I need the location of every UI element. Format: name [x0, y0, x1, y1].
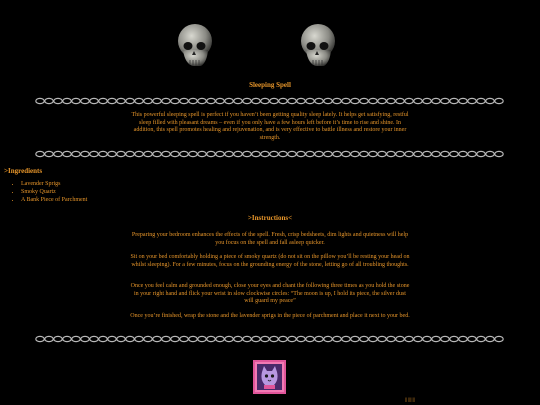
chain-divider [35, 150, 505, 158]
list-item: • A Bank Piece of Parchment [21, 196, 87, 204]
instruction-step: Once you feel calm and grounded enough, close your eyes and chant the following three times as you hold the stone in your right hand and flick your wrist in slow clockwise circles: “The moon is up, I hold its piece, the silver dust will guard my peace” [130, 283, 410, 304]
ingredients-heading: >Ingredients [4, 167, 43, 175]
cat-badge[interactable] [253, 360, 286, 394]
instruction-step: Once you’re finished, wrap the stone and the lavender sprigs in the piece of parchment and place it next to your bed. [130, 313, 410, 319]
intro-text: This powerful sleeping spell is perfect if you haven’t been getting quality sleep lately. It helps get satisfying, restful sleep filled with pleasant dreams – even if you only have a few hours left before it’s time to rise and shine. In addition, this spell promotes healing and rejuvenation, and is very effective to battle illness and restore your inner strength. [131, 112, 409, 141]
chain-divider [35, 335, 505, 343]
instruction-step: Sit on your bed comfortably holding a piece of smoky quartz (do not sit on the pillow you’ll be resting your head on whilst sleeping). For a few minutes, focus on the grounding energy of the stone, letting go of all troubling thoughts. [130, 254, 410, 268]
page-title: Sleeping Spell [249, 81, 291, 89]
ingredients-list [11, 180, 87, 204]
list-item: • Lavender Sprigs [21, 180, 87, 188]
skull-icon [173, 22, 217, 70]
skull-icon [296, 22, 340, 70]
chain-divider [35, 97, 505, 105]
list-item: • Smoky Quartz [21, 188, 87, 196]
instruction-step: Preparing your bedroom enhances the effects of the spell. Fresh, crisp bedsheets, dim lights and quietness will help you focus on the spell and fall asleep quicker. [131, 232, 409, 246]
hit-counter: |||||||| [405, 398, 416, 403]
instructions-heading: >Instructions< [247, 214, 293, 222]
